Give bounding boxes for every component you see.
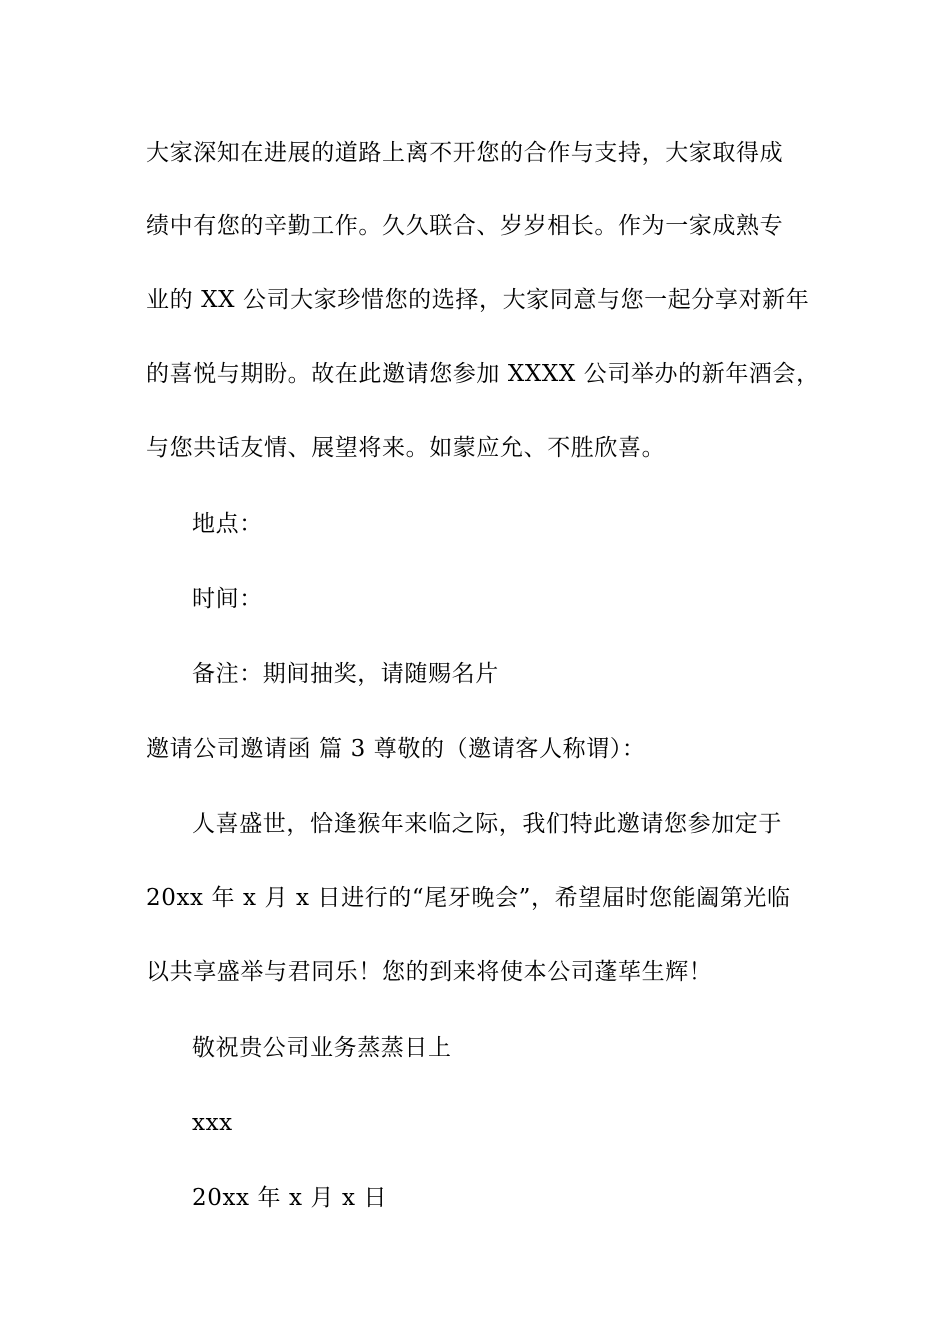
paragraph-2-line-1: 人喜盛世，恰逢猴年来临之际，我们特此邀请您参加定于 <box>192 811 782 837</box>
paragraph-1-line-2: 绩中有您的辛勤工作。久久联合、岁岁相长。作为一家成熟专 <box>146 213 784 239</box>
remark: 备注：期间抽奖，请随赐名片 <box>192 661 499 687</box>
paragraph-2-line-3: 以共享盛举与君同乐！您的到来将使本公司蓬荜生辉！ <box>146 959 713 985</box>
date-line: 20xx 年 x 月 x 日 <box>192 1185 388 1211</box>
paragraph-1-line-3: 业的 XX 公司大家珍惜您的选择，大家同意与您一起分享对新年 <box>146 287 810 313</box>
paragraph-1-line-5: 与您共话友情、展望将来。如蒙应允、不胜欣喜。 <box>146 435 666 461</box>
paragraph-1-line-4: 的喜悦与期盼。故在此邀请您参加 XXXX 公司举办的新年酒会， <box>146 361 820 387</box>
paragraph-1-line-1: 大家深知在进展的道路上离不开您的合作与支持，大家取得成 <box>146 140 784 166</box>
signature: xxx <box>192 1110 233 1136</box>
time-label: 时间： <box>192 586 263 612</box>
closing-line: 敬祝贵公司业务蒸蒸日上 <box>192 1035 452 1061</box>
location-label: 地点： <box>192 511 263 537</box>
section-heading: 邀请公司邀请函 篇 3 尊敬的（邀请客人称谓）： <box>146 736 646 762</box>
paragraph-2-line-2: 20xx 年 x 月 x 日进行的“尾牙晚会”，希望届时您能阖第光临 <box>146 885 791 911</box>
